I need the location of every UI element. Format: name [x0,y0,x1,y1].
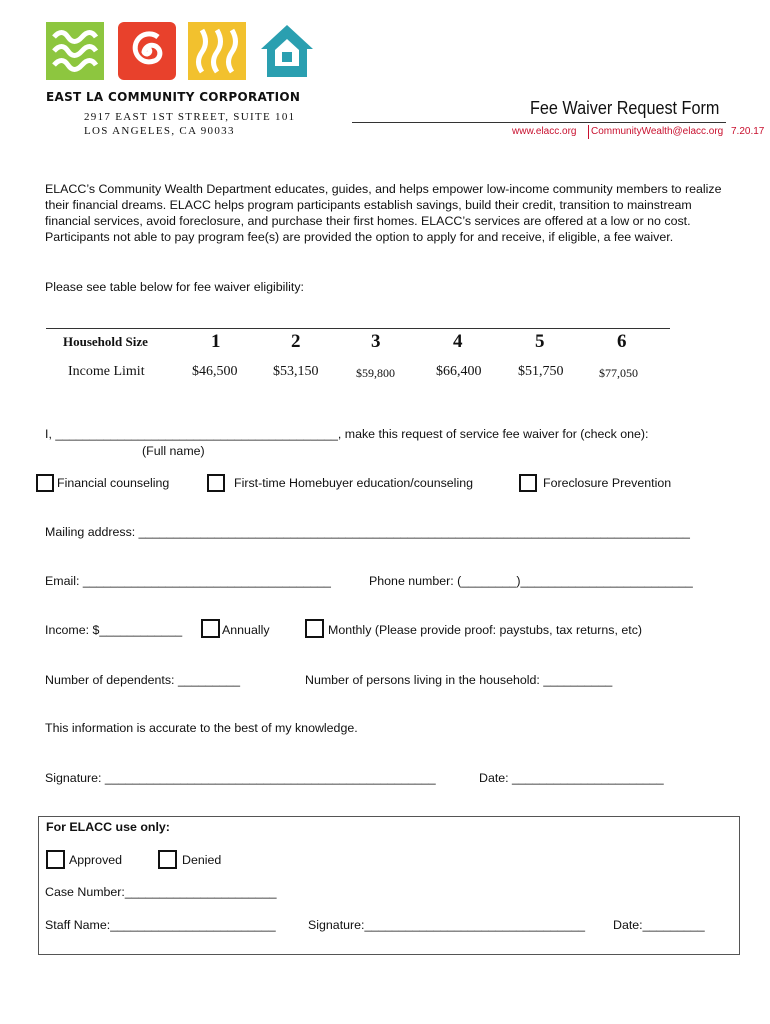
staff-name-field[interactable]: Staff Name:________________________ [45,918,276,932]
foreclosure-prevention-checkbox[interactable] [519,474,537,492]
approved-checkbox[interactable] [46,850,65,869]
org-address-line1: 2917 EAST 1ST STREET, SUITE 101 [84,111,296,123]
email-link[interactable]: CommunityWealth@elacc.org [591,126,724,137]
household-size-1: 1 [211,331,221,352]
household-size-6: 6 [617,331,627,352]
full-name-field[interactable]: _________________________________________ [55,427,338,441]
financial-counseling-label: Financial counseling [57,476,170,490]
income-limit-4: $66,400 [436,364,482,379]
office-use-heading: For ELACC use only: [46,820,170,834]
household-size-4: 4 [453,331,463,352]
website-link[interactable]: www.elacc.org [512,126,577,137]
title-divider [352,122,726,123]
request-prefix: I, [45,427,52,441]
income-field[interactable]: Income: $____________ [45,623,183,637]
income-limit-3: $59,800 [356,366,395,380]
house-logo-tile [258,22,316,80]
denied-label: Denied [182,853,222,867]
homebuyer-education-checkbox[interactable] [207,474,225,492]
approved-label: Approved [69,853,123,867]
household-persons-field[interactable]: Number of persons living in the household: __________ [305,673,613,687]
annually-label: Annually [222,623,270,637]
date-field[interactable]: Date: ______________________ [479,771,664,785]
income-limit-label: Income Limit [68,364,145,379]
case-number-field[interactable]: Case Number:______________________ [45,885,277,899]
flames-logo-tile [188,22,246,80]
staff-signature-field[interactable]: Signature:________________________________ [308,918,585,932]
table-top-rule [46,328,670,329]
income-limit-2: $53,150 [273,364,319,379]
full-name-label: (Full name) [142,444,205,458]
contact-separator [588,125,589,139]
signature-field[interactable]: Signature: ________________________________________________ [45,771,436,785]
request-suffix: , make this request of service fee waiver for (check one): [337,427,649,441]
dependents-field[interactable]: Number of dependents: _________ [45,673,240,687]
email-field[interactable]: Email: ____________________________________ [45,574,331,588]
denied-checkbox[interactable] [158,850,177,869]
foreclosure-prevention-label: Foreclosure Prevention [543,476,672,490]
intro-paragraph: ELACC’s Community Wealth Department educates, guides, and helps empower low-income community members to realize their financial dreams. ELACC helps program participants establish savings, build their credit, transition to mainstream financial services, avoid foreclosure, and purchase their first homes. ELACC’s services are offered at a low or no cost. Participants not able to pay program fee(s) are provided the option to apply for and receive, if eligible, a fee waiver. [45,182,722,244]
monthly-label: Monthly (Please provide proof: paystubs, tax returns, etc) [328,623,643,637]
household-size-label: Household Size [63,334,148,349]
household-size-3: 3 [371,331,381,352]
staff-date-field[interactable]: Date:_________ [613,918,705,932]
form-title: Fee Waiver Request Form [530,98,720,118]
spiral-logo-tile [118,22,176,80]
org-name: EAST LA COMMUNITY CORPORATION [46,90,301,104]
annually-checkbox[interactable] [201,619,220,638]
income-limit-5: $51,750 [518,364,564,379]
phone-field[interactable]: Phone number: (________)_________________________ [369,574,693,588]
income-limit-1: $46,500 [192,364,238,379]
household-size-5: 5 [535,331,545,352]
see-table-text: Please see table below for fee waiver eligibility: [45,280,304,294]
form-date: 7.20.17 [731,126,765,137]
household-size-2: 2 [291,331,301,352]
request-line [45,427,648,441]
income-limit-6: $77,050 [599,366,638,380]
financial-counseling-checkbox[interactable] [36,474,54,492]
monthly-checkbox[interactable] [305,619,324,638]
homebuyer-education-label: First-time Homebuyer education/counseling [234,476,473,490]
accuracy-statement: This information is accurate to the best of my knowledge. [45,721,358,735]
mailing-address-field[interactable]: Mailing address: ________________________________________________________________________________ [45,525,690,539]
org-address-line2: LOS ANGELES, CA 90033 [84,125,235,137]
waves-logo-tile [46,22,104,80]
